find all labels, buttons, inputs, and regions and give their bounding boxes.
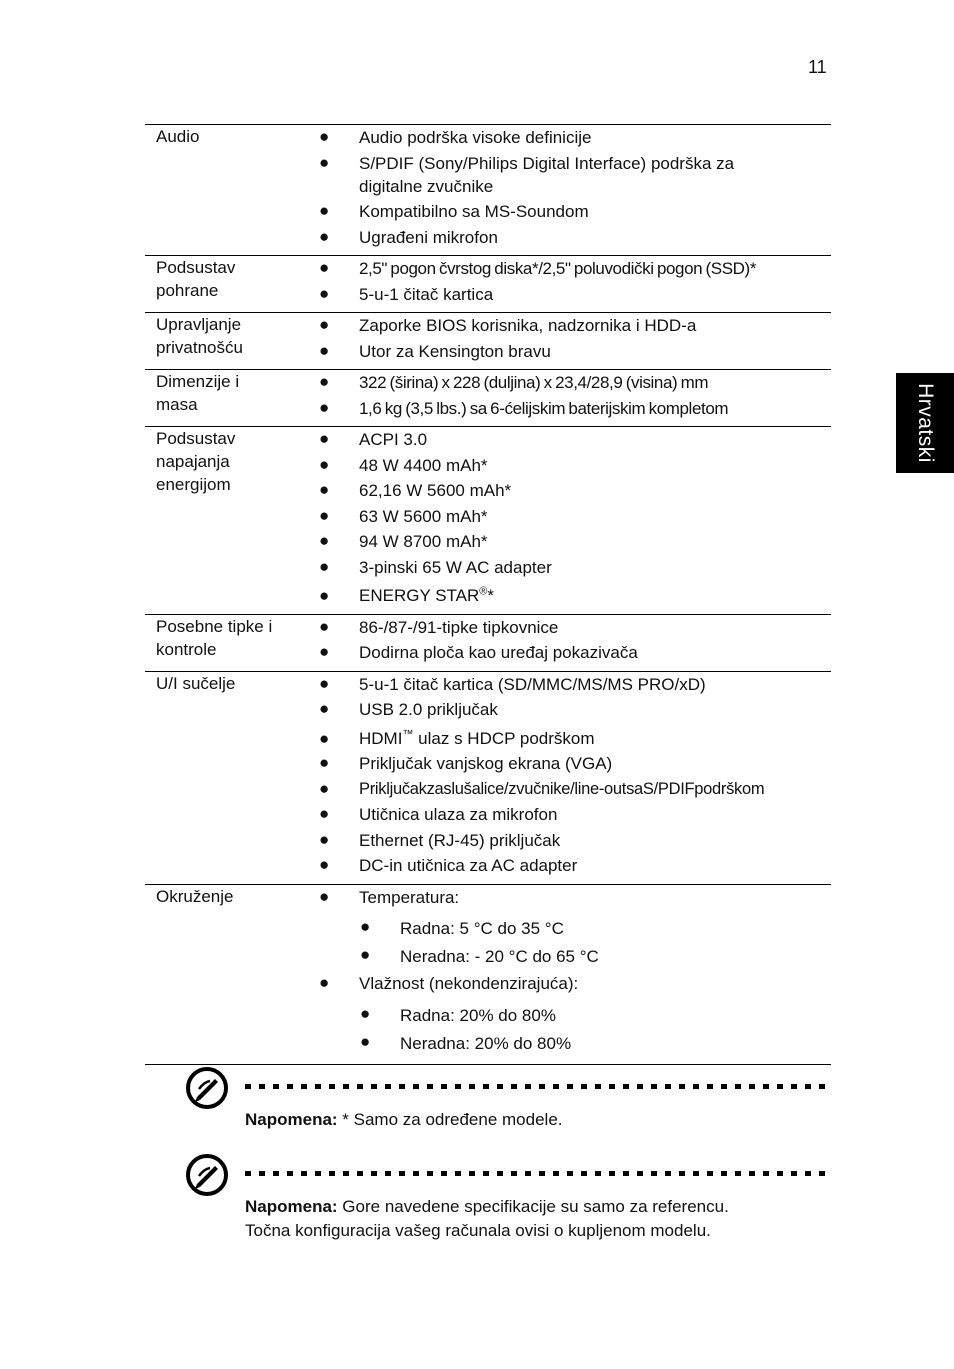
spec-item: ● S/PDIF (Sony/Philips Digital Interface) podrška za digitalne zvučnike	[319, 152, 735, 196]
spec-item: ● Utor za Kensington bravu	[319, 340, 551, 361]
bullet-icon: ●	[319, 340, 330, 360]
spec-item: ● ENERGY STAR®*	[319, 585, 495, 605]
spec-item: ● 94 W 8700 mAh*	[319, 531, 488, 551]
bullet-icon: ●	[360, 945, 371, 964]
registered-mark: ®	[479, 585, 488, 598]
spec-item: ● Utičnica ulaza za mikrofon	[319, 804, 558, 824]
page-number: 11	[808, 57, 827, 77]
spec-item: ● USB 2.0 priključak	[319, 699, 498, 719]
spec-item: ● 48 W 4400 mAh*	[319, 454, 488, 475]
note-divider	[245, 1171, 831, 1176]
spec-item: ● Temperatura:	[319, 886, 460, 907]
spec-row-storage	[145, 256, 831, 313]
note-divider	[245, 1084, 831, 1089]
bullet-icon: ●	[319, 480, 330, 499]
spec-items	[319, 370, 831, 421]
spec-row-io	[145, 672, 831, 885]
spec-item: ● Priključakzaslušalice/zvučnike/line-outsaS/PDIFpodrškom	[319, 778, 765, 798]
bullet-icon: ●	[319, 283, 330, 303]
spec-item: ● 63 W 5600 mAh*	[319, 505, 488, 526]
spec-row-environment	[145, 885, 831, 1065]
bullet-icon: ●	[319, 673, 330, 693]
note-block	[185, 1153, 831, 1253]
spec-item: ● 322 (širina) x 228 (duljina) x 23,4/28,9 (visina) mm	[319, 372, 709, 392]
spec-subitem: ● Neradna: 20% do 80%	[360, 1031, 572, 1053]
spec-sublist	[360, 1002, 831, 1058]
bullet-icon: ●	[319, 152, 330, 172]
spec-item: ● Zaporke BIOS korisnika, nadzornika i HDD-a	[319, 315, 697, 335]
spec-item: ● Ugrađeni mikrofon	[319, 226, 498, 247]
spec-row-power	[145, 427, 831, 615]
spec-label: U/I sučelje	[156, 673, 236, 693]
spec-label: Audio	[156, 127, 200, 146]
spec-item: ● Audio podrška visoke definicije	[319, 127, 592, 147]
bullet-icon: ●	[319, 372, 329, 391]
bullet-icon: ●	[319, 886, 330, 906]
spec-item: ● Vlažnost (nekondenzirajuća):	[319, 973, 579, 993]
spec-items	[319, 672, 831, 879]
bullet-icon: ●	[319, 753, 330, 772]
spec-subitem: ● Neradna: - 20 °C do 65 °C	[360, 945, 599, 966]
language-side-tab-label: Hrvatski	[914, 383, 937, 463]
spec-item: ● Kompatibilno sa MS-Soundom	[319, 201, 589, 221]
spec-item: ● 62,16 W 5600 mAh*	[319, 480, 512, 500]
bullet-icon: ●	[360, 1003, 371, 1023]
bullet-icon: ●	[319, 804, 330, 823]
bullet-icon: ●	[319, 616, 330, 636]
note-text: Napomena: * Samo za određene modele.	[245, 1110, 563, 1129]
spec-item: ● Priključak vanjskog ekrana (VGA)	[319, 753, 613, 773]
note-text: Napomena: Gore navedene specifikacije su samo za referencu. Točna konfiguracija vašeg računala ovisi o kupljenom modelu.	[245, 1197, 729, 1240]
spec-items	[319, 313, 831, 364]
spec-label: Dimenzije i masa	[156, 372, 240, 414]
spec-label: Podsustav napajanja energijom	[156, 429, 236, 494]
spec-item: ● HDMI™ ulaz s HDCP podrškom	[319, 727, 595, 748]
bullet-icon: ●	[319, 586, 330, 605]
spec-item: ● 5-u-1 čitač kartica	[319, 283, 494, 304]
bullet-icon: ●	[319, 454, 330, 474]
bullet-icon: ●	[319, 315, 330, 334]
note-pen-icon	[185, 1153, 229, 1197]
spec-label: Posebne tipke i kontrole	[156, 616, 273, 659]
spec-row-privacy	[145, 313, 831, 370]
spec-item: ● 86-/87-/91-tipke tipkovnice	[319, 616, 559, 637]
bullet-icon: ●	[319, 699, 330, 718]
spec-items	[319, 256, 831, 307]
spec-subitem: ● Radna: 5 °C do 35 °C	[360, 917, 564, 938]
spec-row-audio	[145, 125, 831, 256]
bullet-icon: ●	[319, 829, 330, 849]
bullet-icon: ●	[319, 226, 330, 246]
language-side-tab	[896, 373, 954, 473]
note-pen-icon	[185, 1066, 229, 1110]
bullet-icon: ●	[319, 397, 329, 417]
spec-item: ● ACPI 3.0	[319, 429, 428, 449]
spec-item: ● 1,6 kg (3,5 lbs.) sa 6-ćelijskim baterijskim kompletom	[319, 397, 729, 418]
bullet-icon: ●	[319, 258, 329, 277]
bullet-icon: ●	[319, 855, 330, 874]
bullet-icon: ●	[319, 556, 330, 576]
spec-item: ● 3-pinski 65 W AC adapter	[319, 556, 552, 577]
spec-item: ● Ethernet (RJ-45) priključak	[319, 829, 561, 850]
spec-label: Okruženje	[156, 886, 234, 906]
spec-subitem: ● Radna: 20% do 80%	[360, 1003, 556, 1025]
bullet-icon: ●	[319, 429, 330, 448]
bullet-icon: ●	[319, 201, 330, 220]
bullet-icon: ●	[360, 1031, 371, 1051]
note-label: Napomena:	[245, 1110, 338, 1129]
note-block	[185, 1066, 831, 1136]
bullet-icon: ●	[319, 642, 330, 661]
spec-items	[319, 427, 831, 609]
spec-item: ● DC-in utičnica za AC adapter	[319, 855, 578, 875]
bullet-icon: ●	[319, 973, 330, 992]
spec-row-dimensions	[145, 370, 831, 427]
spec-items	[319, 615, 831, 666]
bullet-icon: ●	[319, 505, 330, 525]
bullet-icon: ●	[319, 127, 330, 146]
bullet-icon: ●	[360, 917, 371, 936]
bullet-icon: ●	[319, 728, 330, 748]
spec-item: ● 5-u-1 čitač kartica (SD/MMC/MS/MS PRO/xD)	[319, 673, 706, 694]
spec-item: ● 2,5" pogon čvrstog diska*/2,5" poluvodički pogon (SSD)*	[319, 258, 757, 278]
bullet-icon: ●	[319, 778, 329, 798]
spec-table	[145, 124, 831, 1065]
trademark-mark: ™	[402, 727, 414, 740]
spec-item: ● Dodirna ploča kao uređaj pokazivača	[319, 642, 638, 662]
spec-label: Podsustav pohrane	[156, 258, 236, 300]
spec-row-keys	[145, 615, 831, 672]
spec-sublist	[360, 915, 831, 971]
spec-items	[319, 885, 831, 1058]
bullet-icon: ●	[319, 531, 330, 550]
note-label: Napomena:	[245, 1197, 338, 1216]
spec-items	[319, 125, 831, 250]
spec-label: Upravljanje privatnošću	[156, 315, 243, 357]
